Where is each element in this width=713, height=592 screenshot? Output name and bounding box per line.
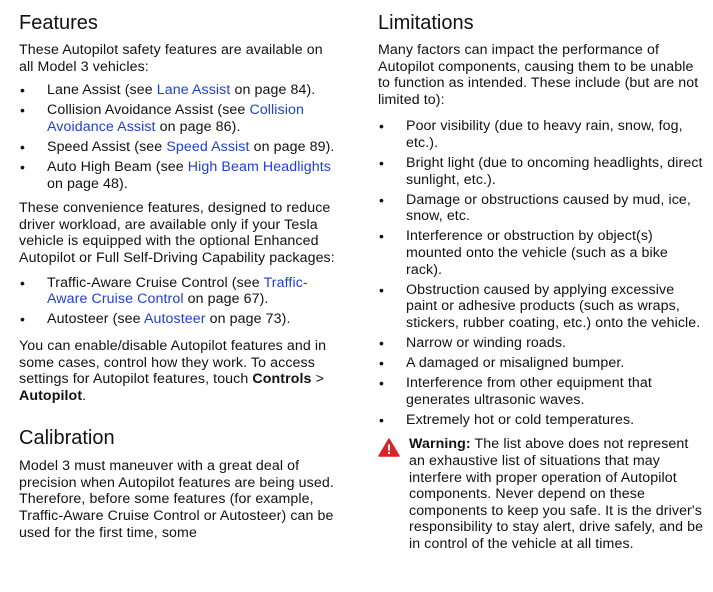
controls-keyword: Controls bbox=[252, 371, 312, 388]
warning-label: Warning: bbox=[409, 436, 471, 453]
list-item: • Speed Assist (see Speed Assist on page 89). bbox=[19, 139, 341, 156]
link-speed-assist[interactable]: Speed Assist bbox=[166, 138, 250, 155]
warning-text: The list above does not represent an exhaustive list of situations that may interfere with proper operation of Autopilot components. Never depend on these components to keep you safe. It is the driver's responsibility to stay alert, drive safely, and be in control of the vehicle at all times. bbox=[409, 436, 704, 553]
list-item: • Obstruction caused by applying excessive paint or adhesive products (such as wraps, stickers, rubber coating, etc.) onto the vehicle. bbox=[378, 282, 704, 332]
list-item: • Auto High Beam (see High Beam Headlights on page 48). bbox=[19, 159, 341, 192]
warning-box bbox=[378, 436, 704, 552]
list-item: • Traffic-Aware Cruise Control (see Traffic-Aware Cruise Control on page 67). bbox=[19, 275, 341, 308]
list-item: • Extremely hot or cold temperatures. bbox=[378, 412, 704, 429]
limitations-heading: Limitations bbox=[378, 12, 474, 34]
limitations-list bbox=[378, 118, 704, 428]
link-lane-assist[interactable]: Lane Assist bbox=[156, 82, 231, 99]
list-item: • A damaged or misaligned bumper. bbox=[378, 355, 704, 372]
settings-paragraph: You can enable/disable Autopilot features and in some cases, control how they work. To access settings for Autopilot features, touch Controls > Autopilot. bbox=[19, 337, 327, 404]
autopilot-keyword: Autopilot bbox=[19, 387, 83, 404]
link-traffic-aware-cruise-control[interactable]: Traffic-Aware Cruise Control bbox=[47, 274, 308, 308]
list-item: • Lane Assist (see Lane Assist on page 84). bbox=[19, 82, 341, 99]
safety-features-list bbox=[19, 82, 341, 192]
link-autosteer[interactable]: Autosteer bbox=[143, 311, 206, 328]
features-heading: Features bbox=[19, 12, 98, 34]
list-item: • Collision Avoidance Assist (see Collision Avoidance Assist on page 86). bbox=[19, 102, 341, 135]
convenience-intro: These convenience features, designed to reduce driver workload, are available only if your Tesla vehicle is equipped with the optional Enhanced Autopilot or Full Self-Driving Capability packages: bbox=[19, 200, 335, 267]
convenience-features-list bbox=[19, 275, 341, 328]
limitations-intro: Many factors can impact the performance of Autopilot components, causing them to be unable to function as intended. These include (but are not limited to): bbox=[378, 42, 699, 108]
link-high-beam-headlights[interactable]: High Beam Headlights bbox=[187, 159, 331, 176]
list-item: • Poor visibility (due to heavy rain, snow, fog, etc.). bbox=[378, 118, 704, 151]
features-intro: These Autopilot safety features are available on all Model 3 vehicles: bbox=[19, 42, 323, 75]
warning-triangle-icon bbox=[378, 438, 400, 457]
link-collision-avoidance-assist[interactable]: Collision Avoidance Assist bbox=[47, 102, 304, 135]
right-column bbox=[378, 0, 704, 553]
list-item: • Autosteer (see Autosteer on page 73). bbox=[19, 311, 341, 328]
calibration-text: Model 3 must maneuver with a great deal of precision when Autopilot features are being used. Therefore, before some features (for example, Traffic-Aware Cruise Control or Autosteer) can be used for the first time, some bbox=[19, 458, 334, 541]
left-column bbox=[19, 0, 341, 541]
list-item: • Damage or obstructions caused by mud, ice, snow, etc. bbox=[378, 192, 704, 225]
list-item: • Bright light (due to oncoming headlights, direct sunlight, etc.). bbox=[378, 155, 704, 188]
list-item: • Interference or obstruction by object(s) mounted onto the vehicle (such as a bike rack). bbox=[378, 228, 704, 278]
calibration-heading: Calibration bbox=[19, 427, 115, 450]
list-item: • Interference from other equipment that generates ultrasonic waves. bbox=[378, 375, 704, 408]
list-item: • Narrow or winding roads. bbox=[378, 335, 704, 352]
